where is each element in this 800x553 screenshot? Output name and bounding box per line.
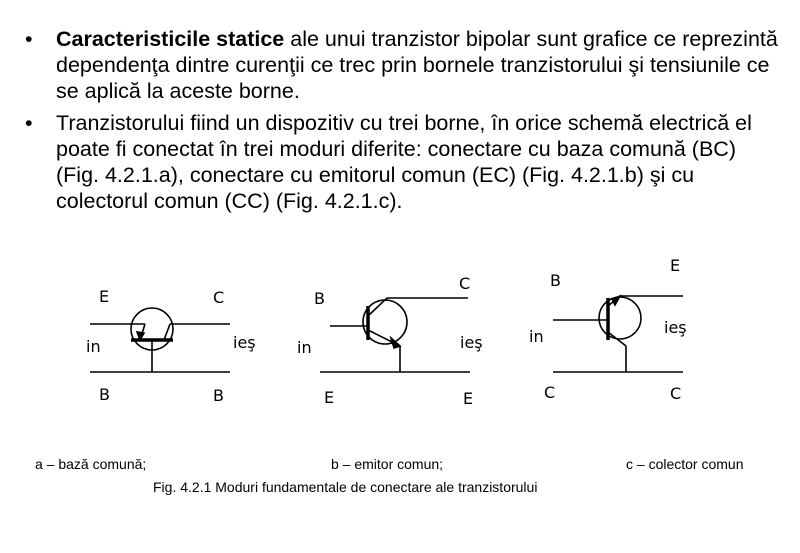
label-c-top-right: E bbox=[670, 256, 681, 275]
bullet-list bbox=[22, 26, 782, 220]
label-a-top-right: C bbox=[213, 288, 225, 307]
bullet-1-text: ale unui tranzistor bipolar sunt grafice ce reprezintă dependenţa dintre curenţii ce trec prin bornele tranzistorului şi tensiunile ce se aplică la aceste borne. bbox=[56, 27, 778, 103]
label-a-top-left: E bbox=[99, 287, 110, 306]
label-a-out: ieş bbox=[233, 333, 256, 352]
bullet-dot: • bbox=[25, 27, 33, 51]
caption-a: a – bază comună; bbox=[35, 456, 147, 472]
label-b-in: in bbox=[297, 338, 312, 357]
label-c-top-left: B bbox=[550, 271, 561, 290]
label-b-top-right: C bbox=[459, 274, 471, 293]
bullet-1-bold: Caracteristicile statice bbox=[56, 27, 285, 51]
caption-b: b – emitor comun; bbox=[331, 456, 444, 472]
bullet-2-text: Tranzistorului fiind un dispozitiv cu trei borne, în orice schemă electrică el poate fi conectat în trei moduri diferite: conectare cu baza comună (BC) (Fig. 4.2.1.a), conectare cu emitorul comun (EC) (Fig. 4.2.1.b) şi cu colectorul comun (CC) (Fig. 4.2.1.c). bbox=[56, 111, 752, 213]
label-a-in: in bbox=[86, 337, 101, 356]
bullet-dot: • bbox=[25, 111, 33, 135]
label-c-bottom-right: C bbox=[670, 384, 682, 403]
label-a-bottom-right: B bbox=[213, 386, 224, 405]
transistor-diagrams bbox=[0, 240, 800, 440]
label-c-in: in bbox=[529, 327, 544, 346]
bullet-item-2 bbox=[22, 110, 782, 214]
label-b-bottom-left: E bbox=[324, 388, 335, 407]
figure-caption: Fig. 4.2.1 Moduri fundamentale de conectare ale tranzistorului bbox=[153, 479, 538, 495]
label-c-out: ieş bbox=[664, 318, 687, 337]
bullet-item-1 bbox=[22, 26, 782, 104]
diagram-common-base bbox=[90, 308, 230, 372]
caption-c: c – colector comun bbox=[626, 456, 744, 472]
diagram-common-emitter bbox=[320, 298, 470, 372]
label-b-bottom-right: E bbox=[463, 389, 474, 408]
label-b-out: ieş bbox=[460, 333, 483, 352]
label-c-bottom-left: C bbox=[544, 383, 556, 402]
label-b-top-left: B bbox=[314, 289, 325, 308]
label-a-bottom-left: B bbox=[99, 385, 110, 404]
